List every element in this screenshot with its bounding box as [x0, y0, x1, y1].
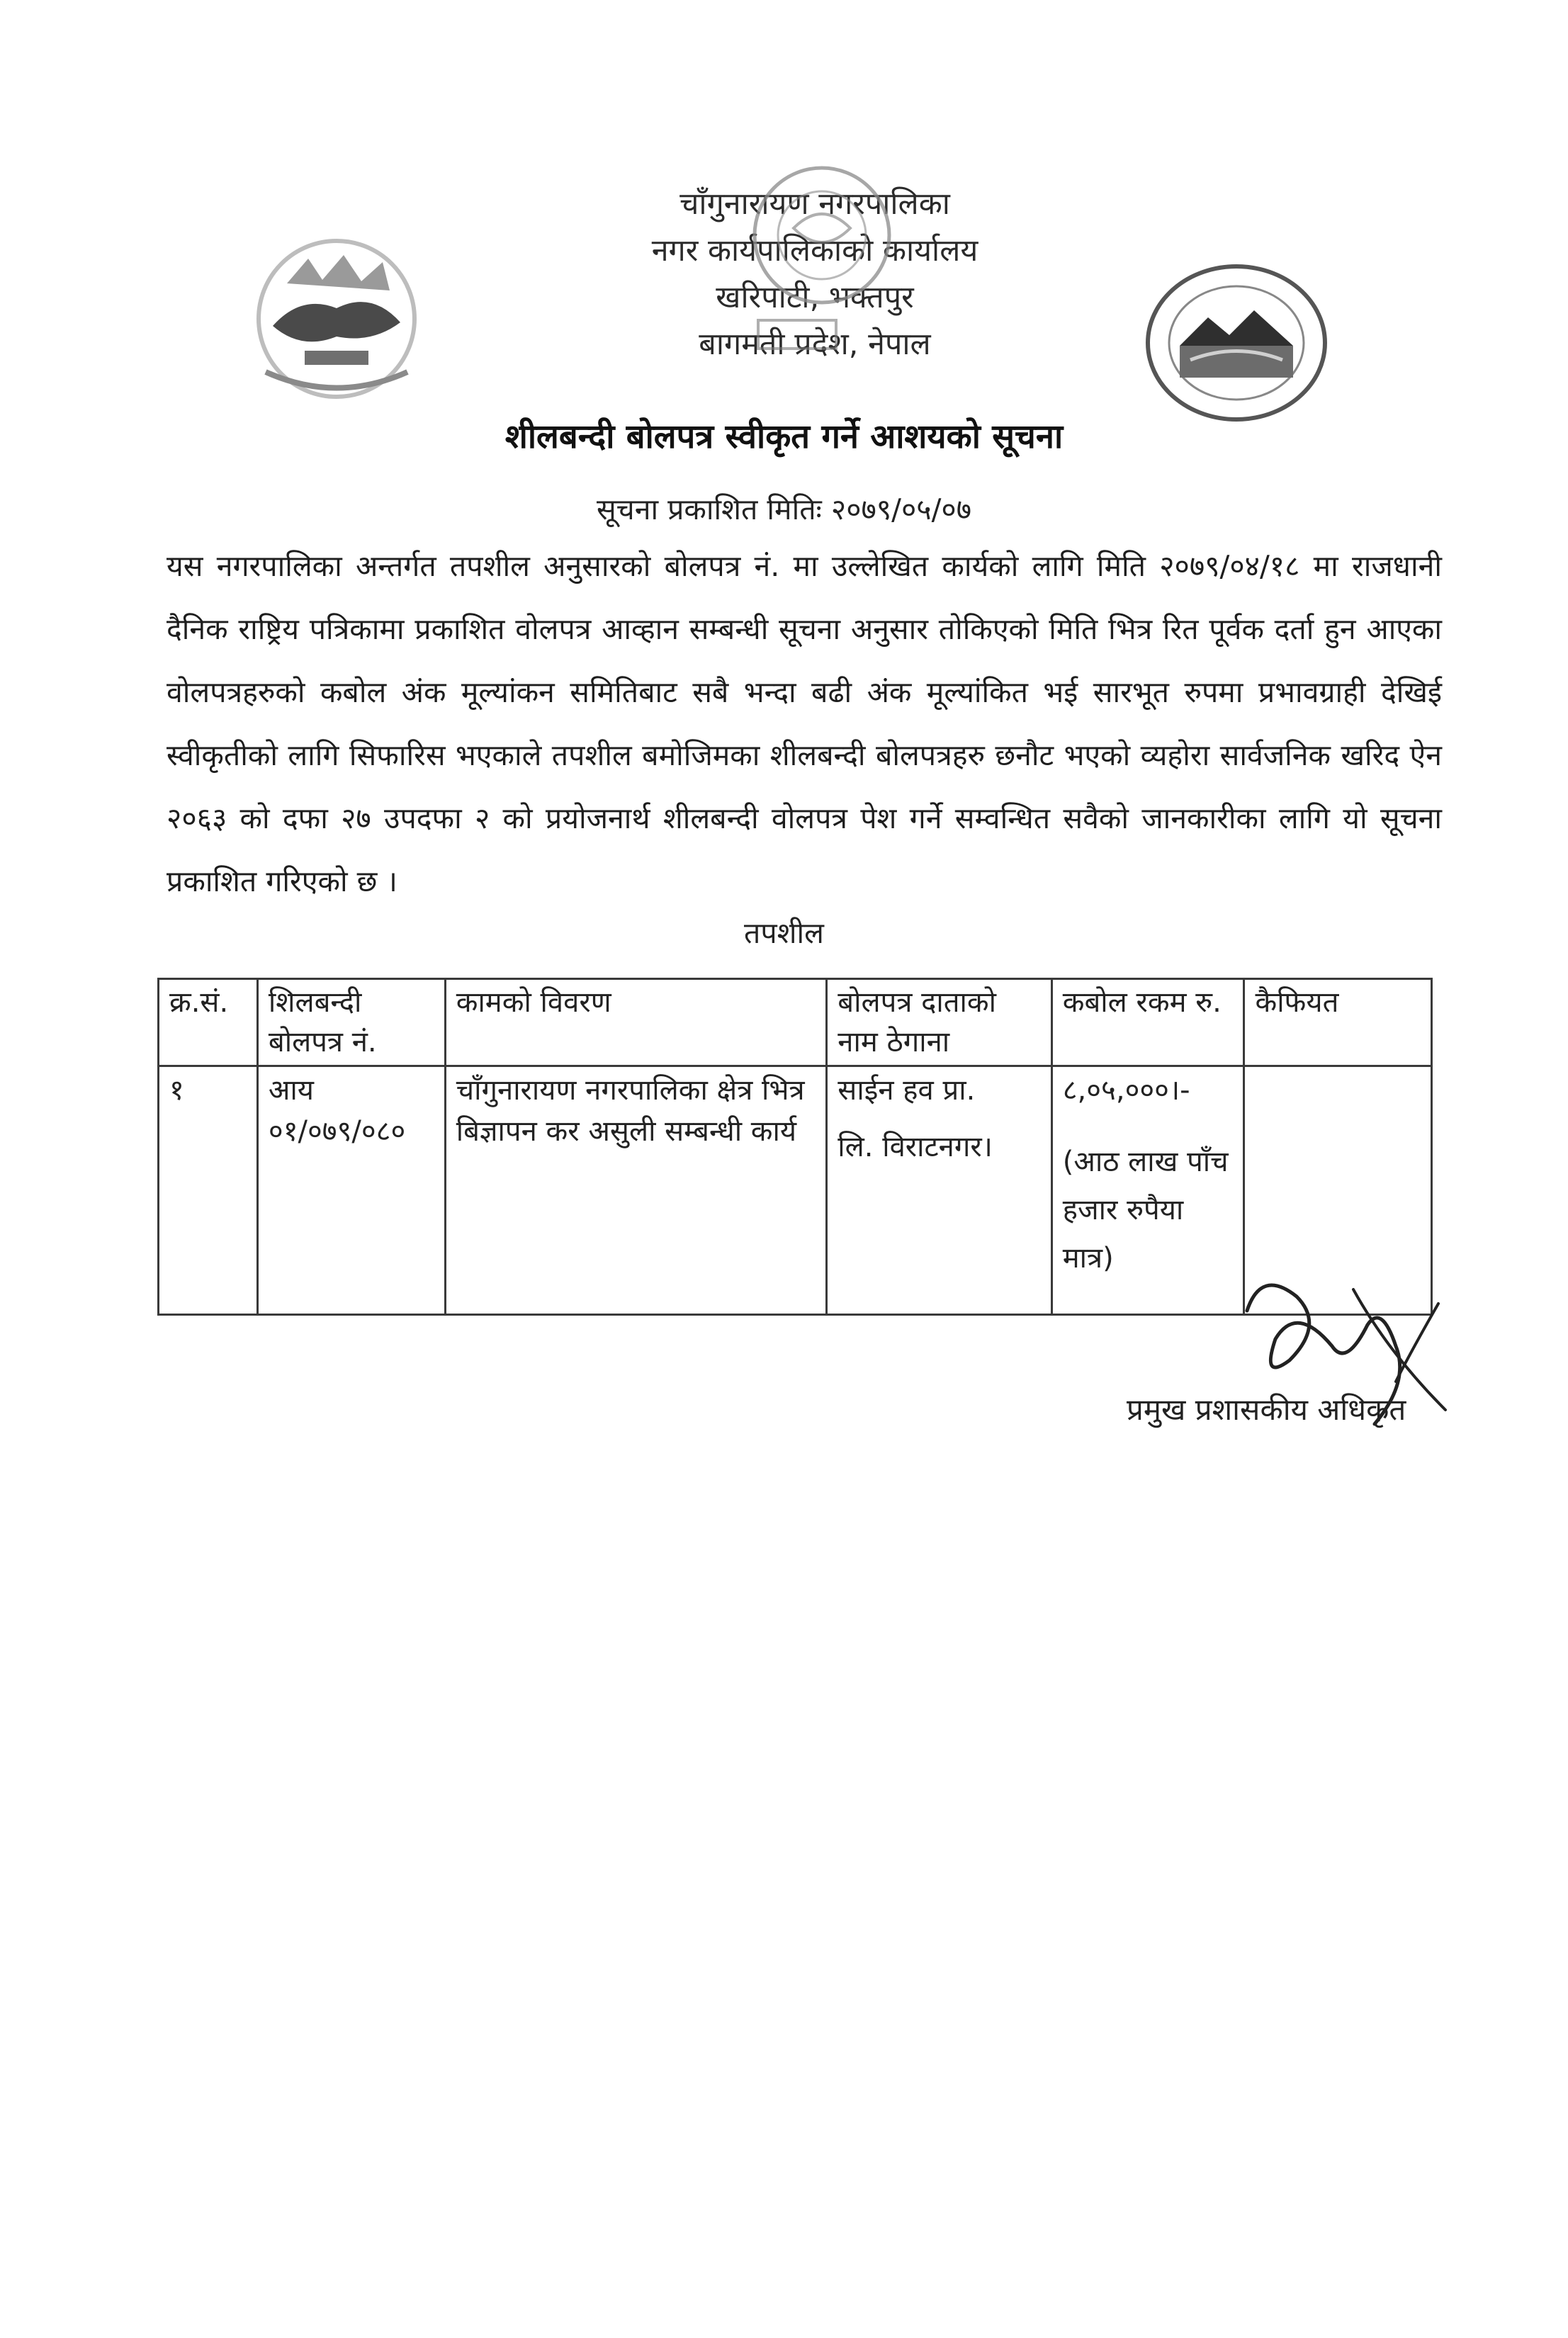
- col-header-bid-no: शिलबन्दी बोलपत्र नं.: [257, 979, 445, 1066]
- signatory-designation: प्रमुख प्रशासकीय अधिकृत: [1127, 1392, 1406, 1427]
- notice-title: शीलबन्दी बोलपत्र स्वीकृत गर्ने आशयको सूचना: [504, 417, 1064, 456]
- col-header-work: कामको विवरण: [445, 979, 827, 1066]
- bidder-name: साईन हव प्रा.: [837, 1074, 976, 1107]
- office-name: नगर कार्यपालिकाको कार्यालय: [651, 233, 978, 269]
- bid-no-number: ०१/०७९/०८०: [268, 1115, 406, 1148]
- col-header-bidder: बोलपत्र दाताको नाम ठेगाना: [827, 979, 1051, 1066]
- table-header-row: [159, 979, 1432, 1066]
- col-header-amount: कबोल रकम रु.: [1051, 979, 1244, 1066]
- cell-work: चाँगुनारायण नगरपालिका क्षेत्र भित्र बिज्ञापन कर असुली सम्बन्धी कार्य: [445, 1066, 827, 1315]
- province-country: बागमती प्रदेश, नेपाल: [699, 327, 931, 362]
- nepal-emblem-icon: [237, 230, 436, 407]
- col-header-remarks: कैफियत: [1244, 979, 1432, 1066]
- bidder-address: लि. विराटनगर।: [837, 1131, 993, 1163]
- published-date: सूचना प्रकाशित मितिः २०७९/०५/०७: [596, 492, 972, 526]
- schedule-label: तपशील: [744, 916, 824, 950]
- col-header-sn: क्र.सं.: [159, 979, 258, 1066]
- cell-bid-no: [257, 1066, 445, 1315]
- office-stamp-icon: [716, 150, 942, 384]
- cell-bidder: [827, 1066, 1051, 1315]
- amount-words: (आठ लाख पाँच हजार रुपैया मात्र): [1062, 1146, 1229, 1275]
- notice-body: यस नगरपालिका अन्तर्गत तपशील अनुसारको बोलपत्र नं. मा उल्लेखित कार्यको लागि मिति २०७९/०४/१८ मा राजधानी दैनिक राष्ट्रिय पत्रिकामा प्रकाशित वोलपत्र आव्हान सम्बन्धी सूचना अनुसार तोकिएको मिति भित्र रित पूर्वक दर्ता हुन आएका वोलपत्रहरुको कबोल अंक मूल्यांकन समितिबाट सबै भन्दा बढी अंक मूल्यांकित भई सारभूत रुपमा प्रभावग्राही देखिई स्वीकृतीको लागि सिफारिस भएकाले तपशील बमोजिमका शीलबन्दी बोलपत्रहरु छनौट भएको व्यहोरा सार्वजनिक खरिद ऐन २०६३ को दफा २७ उपदफा २ को प्रयोजनार्थ शीलबन्दी वोलपत्र पेश गर्ने सम्वन्धित सवैको जानकारीका लागि यो सूचना प्रकाशित गरिएको छ ।: [167, 549, 1442, 898]
- cell-sn: १: [159, 1066, 258, 1315]
- cell-amount: [1051, 1066, 1244, 1315]
- bid-no-prefix: आय: [268, 1074, 314, 1107]
- municipality-logo-icon: [1141, 261, 1332, 425]
- office-location: खरिपाटी, भक्तपुर: [716, 280, 914, 315]
- amount-figure: ८,०५,०००।-: [1062, 1074, 1190, 1107]
- municipality-name: चाँगुनारायण नगरपालिका: [679, 186, 950, 222]
